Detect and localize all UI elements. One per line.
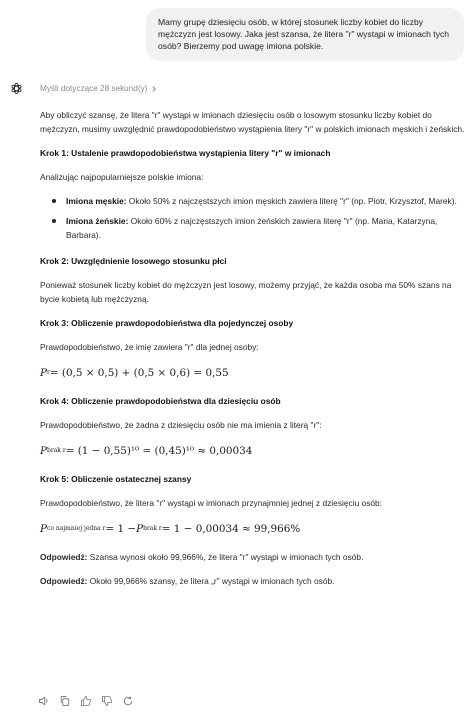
formula-rhs: = (0,5 × 0,5) + (0,5 × 0,6) = 0,55 bbox=[49, 367, 229, 379]
list-item bbox=[40, 214, 468, 242]
step2-heading: Krok 2: Uwzględnienie losowego stosunku płci bbox=[40, 256, 227, 266]
formula-mid: = 1 − bbox=[105, 523, 137, 535]
answer-paragraph-2 bbox=[40, 574, 468, 588]
formula-variable: P bbox=[40, 367, 47, 379]
list-item-label: Imiona męskie: bbox=[66, 196, 127, 206]
step2-text: Ponieważ stosunek liczby kobiet do mężczyzn jest losowy, możemy przyjąć, że każda osoba ma 50% szans na bycie kobietą lub mężczyzną. bbox=[40, 280, 452, 304]
speaker-icon[interactable] bbox=[38, 694, 50, 706]
list-item bbox=[40, 194, 468, 208]
user-message-text: Mamy grupę dziesięciu osób, w której stosunek liczby kobiet do liczby mężczyzn jest losowy. Jaka jest szansa, że litera "r" wystąpi w imionach tych osób? Bierzemy pod uwagę imiona polskie. bbox=[158, 17, 450, 52]
answer-label: Odpowiedź: bbox=[40, 552, 88, 562]
step1-heading: Krok 1: Ustalenie prawdopodobieństwa wystąpienia litery "r" w imionach bbox=[40, 148, 331, 158]
formula-variable: P bbox=[40, 523, 47, 535]
step4-formula bbox=[40, 442, 468, 460]
list-item-text: Około 50% z najczęstszych imion męskich zawiera literę "r" (np. Piotr, Krzysztof, Marek). bbox=[126, 196, 457, 206]
thinking-toggle[interactable] bbox=[40, 84, 158, 93]
regenerate-icon[interactable] bbox=[122, 694, 134, 706]
thumbs-up-icon[interactable] bbox=[80, 694, 92, 706]
step3-formula bbox=[40, 364, 468, 382]
formula-rhs: = (1 − 0,55)¹⁰ = (0,45)¹⁰ ≈ 0,00034 bbox=[65, 445, 253, 457]
thumbs-down-icon[interactable] bbox=[101, 694, 113, 706]
bullet-icon bbox=[52, 199, 56, 203]
formula-subscript: brak r bbox=[47, 447, 66, 454]
step1-text: Analizując najpopularniejsze polskie imiona: bbox=[40, 172, 204, 182]
copy-icon[interactable] bbox=[59, 694, 71, 706]
formula-variable: P bbox=[40, 445, 47, 457]
formula-variable-2: P bbox=[136, 523, 144, 535]
step5-formula bbox=[40, 520, 468, 538]
formula-subscript-2: brak r bbox=[143, 525, 162, 532]
list-item-text: Około 60% z najczęstszych imion żeńskich zawiera literę "r" (np. Maria, Katarzyna, Barbara). bbox=[66, 216, 438, 240]
assistant-message-content bbox=[40, 108, 468, 598]
formula-subscript: r bbox=[47, 369, 50, 376]
step5-text: Prawdopodobieństwo, że litera "r" wystąpi w imionach przynajmniej jednej z dziesięciu osób: bbox=[40, 498, 383, 508]
thinking-label: Myśli dotyczące 28 sekund(y) bbox=[40, 84, 148, 93]
step5-heading: Krok 5: Obliczenie ostatecznej szansy bbox=[40, 474, 192, 484]
step3-heading: Krok 3: Obliczenie prawdopodobieństwa dla pojedynczej osoby bbox=[40, 318, 294, 328]
intro-paragraph: Aby obliczyć szansę, że litera "r" wystąpi w imionach dziesięciu osób o losowym stosunku liczby kobiet do mężczyzn, musimy uwzględnić prawdopodobieństwo wystąpienia litery "r" w polskich imionach męskich i żeńskich. bbox=[40, 110, 465, 134]
bullet-icon bbox=[52, 219, 56, 223]
step4-text: Prawdopodobieństwo, że żadna z dziesięciu osób nie ma imienia z literą "r": bbox=[40, 420, 322, 430]
user-message-bubble bbox=[146, 8, 464, 61]
answer-paragraph-1 bbox=[40, 550, 468, 564]
chevron-right-icon bbox=[150, 85, 158, 93]
step4-heading: Krok 4: Obliczenie prawdopodobieństwa dla dziesięciu osób bbox=[40, 396, 281, 406]
formula-rhs: = 1 − 0,00034 ≈ 99,966% bbox=[161, 523, 301, 535]
answer-text: Szansa wynosi około 99,966%, że litera "r" wystąpi w imionach tych osób. bbox=[87, 552, 364, 562]
assistant-logo-icon bbox=[10, 82, 23, 95]
answer-label: Odpowiedź: bbox=[40, 576, 88, 586]
step3-text: Prawdopodobieństwo, że imię zawiera "r" dla jednej osoby: bbox=[40, 342, 259, 352]
message-actions bbox=[38, 694, 134, 706]
formula-subscript: co najmniej jedna r bbox=[47, 525, 106, 532]
list-item-label: Imiona żeńskie: bbox=[66, 216, 129, 226]
answer-text: Około 99,966% szansy, że litera „r” wystąpi w imionach tych osób. bbox=[87, 576, 335, 586]
